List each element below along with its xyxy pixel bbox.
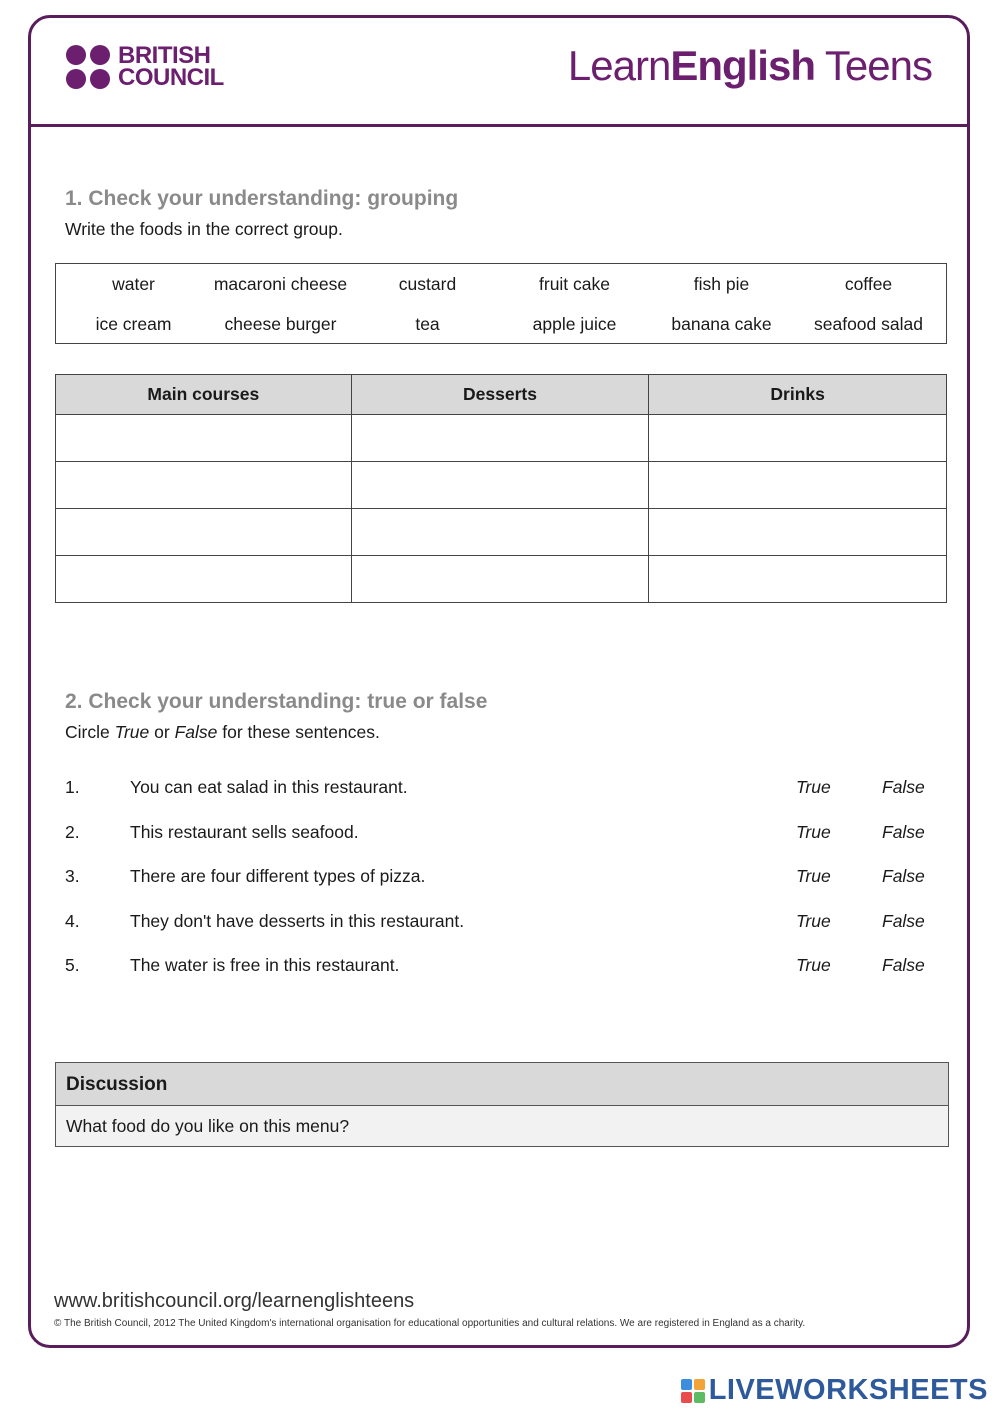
true-false-list [65, 776, 935, 999]
word-item: custard [398, 273, 457, 294]
british-council-logo [66, 42, 224, 91]
answer-cell[interactable] [351, 415, 649, 462]
item-sentence: There are four different types of pizza. [130, 866, 426, 887]
word-item: cheese burger [224, 313, 337, 334]
table-row [56, 462, 947, 509]
false-option[interactable]: False [882, 910, 925, 931]
answer-cell[interactable] [351, 462, 649, 509]
section1-instruction: Write the foods in the correct group. [65, 219, 343, 239]
liveworksheets-icon [681, 1379, 705, 1403]
false-option[interactable]: False [882, 777, 925, 797]
answer-cell[interactable] [649, 462, 947, 509]
liveworksheets-wordmark: LIVEWORKSHEETS [708, 1374, 988, 1406]
answer-cell[interactable] [56, 415, 352, 462]
answer-cell[interactable] [649, 556, 947, 603]
answer-cell[interactable] [56, 556, 352, 603]
liveworksheets-logo [681, 1374, 988, 1407]
grouping-table [55, 374, 947, 603]
le-logo-english: English [670, 42, 815, 89]
discussion-question: What food do you like on this menu? [56, 1106, 948, 1146]
instruction-true: True [114, 722, 150, 742]
item-sentence: They don't have desserts in this restaurant. [130, 910, 465, 931]
section2-instruction [65, 722, 380, 743]
section1-title: 1. Check your understanding: grouping [65, 187, 459, 210]
instruction-text: for these sentences. [217, 722, 380, 742]
item-number: 4. [65, 910, 80, 931]
true-option[interactable]: True [796, 910, 831, 931]
item-sentence: The water is free in this restaurant. [130, 955, 400, 976]
false-option[interactable]: False [882, 955, 925, 976]
table-row [56, 509, 947, 556]
word-item: water [112, 273, 155, 294]
true-option[interactable]: True [796, 777, 831, 797]
word-item: ice cream [95, 313, 172, 334]
word-item: banana cake [671, 313, 772, 334]
item-number: 2. [65, 821, 80, 842]
table-row [56, 556, 947, 603]
word-item: seafood salad [814, 313, 923, 334]
word-item: macaroni cheese [213, 273, 348, 294]
item-number: 1. [65, 777, 80, 797]
le-logo-learn: Learn [567, 42, 671, 89]
item-sentence: You can eat salad in this restaurant. [130, 777, 408, 797]
answer-cell[interactable] [56, 462, 352, 509]
item-sentence: This restaurant sells seafood. [130, 821, 359, 842]
word-bank [55, 263, 947, 344]
list-item [65, 821, 935, 866]
list-item [65, 865, 935, 910]
answer-cell[interactable] [56, 509, 352, 556]
footer-copyright: © The British Council, 2012 The United Kingdom's international organisation for educational opportunities and cultural relations. We are registered in England as a charity. [54, 1318, 806, 1329]
true-option[interactable]: True [796, 821, 831, 842]
word-item: fish pie [693, 273, 750, 294]
discussion-box [55, 1062, 949, 1147]
header-divider [28, 124, 970, 127]
answer-cell[interactable] [351, 556, 649, 603]
british-council-dots-icon [66, 45, 110, 89]
instruction-false: False [174, 722, 218, 742]
bc-logo-line1: BRITISH [118, 42, 211, 69]
list-item [65, 776, 935, 821]
instruction-text: or [149, 722, 175, 742]
word-item: tea [415, 313, 440, 334]
instruction-text: Circle [65, 722, 115, 742]
word-item: coffee [844, 273, 893, 294]
column-header-desserts: Desserts [351, 375, 649, 415]
answer-cell[interactable] [649, 509, 947, 556]
false-option[interactable]: False [882, 866, 925, 887]
true-option[interactable]: True [796, 955, 831, 976]
page-frame [28, 15, 970, 1348]
true-option[interactable]: True [796, 866, 831, 887]
column-header-drinks: Drinks [649, 375, 947, 415]
list-item [65, 954, 935, 999]
item-number: 5. [65, 955, 80, 976]
answer-cell[interactable] [351, 509, 649, 556]
list-item [65, 910, 935, 955]
answer-cell[interactable] [649, 415, 947, 462]
column-header-main-courses: Main courses [56, 375, 352, 415]
section2-title: 2. Check your understanding: true or false [65, 690, 488, 713]
word-item: apple juice [532, 313, 617, 334]
footer-url: www.britishcouncil.org/learnenglishteens [54, 1290, 415, 1312]
table-row [56, 415, 947, 462]
item-number: 3. [65, 866, 80, 887]
learnenglish-teens-logo [568, 42, 932, 90]
word-item: fruit cake [539, 273, 610, 294]
discussion-heading: Discussion [56, 1063, 948, 1106]
le-logo-teens: Teens [815, 42, 932, 89]
false-option[interactable]: False [882, 821, 925, 842]
bc-logo-line2: COUNCIL [118, 64, 224, 91]
